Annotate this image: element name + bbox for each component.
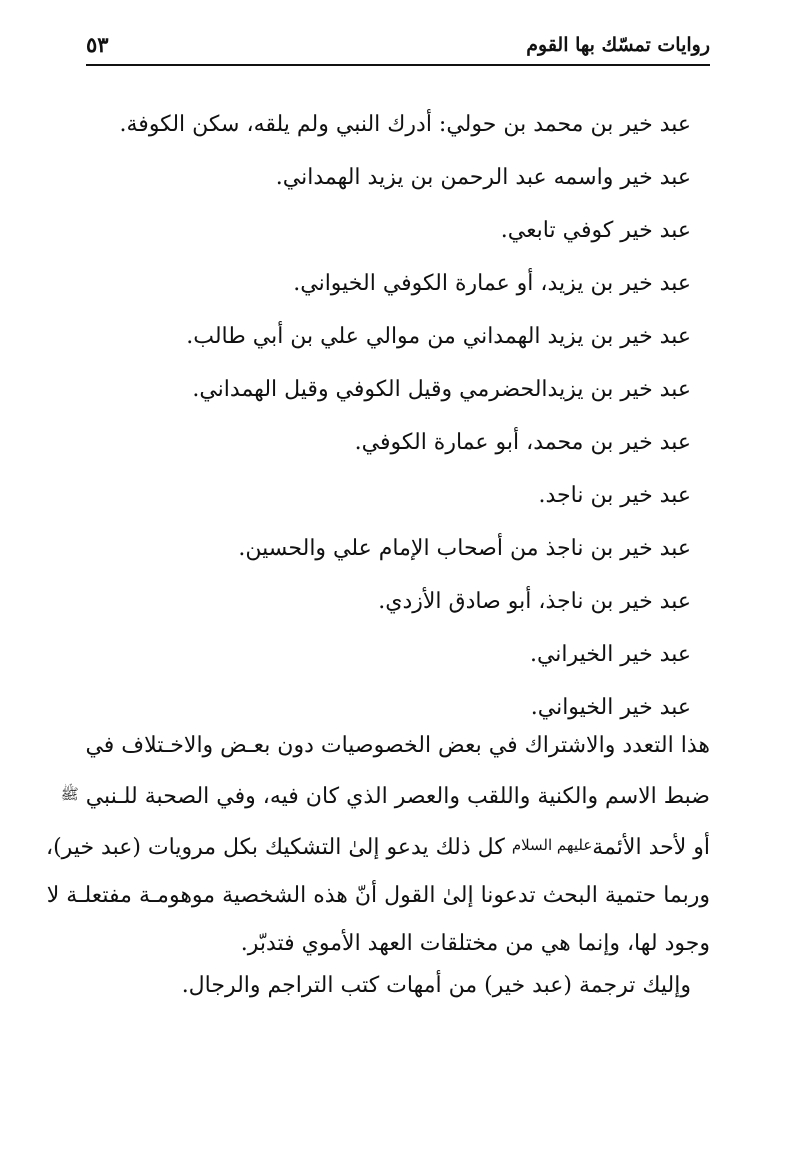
closing-line: وإليك ترجمة (عبد خير) من أمهات كتب التراجم والرجال. bbox=[181, 973, 691, 998]
narrator-list bbox=[119, 98, 691, 734]
paragraph-line: وربما حتمية البحث تدعونا إلىٰ القول أنّ هذه الشخصية موهومـة مفتعلـة لا bbox=[46, 883, 710, 908]
list-item: عبد خير بن ناجذ من أصحاب الإمام علي والحسين. bbox=[238, 536, 691, 561]
list-item: عبد خير واسمه عبد الرحمن بن يزيد الهمداني. bbox=[275, 165, 691, 190]
list-item: عبد خير بن محمد، أبو عمارة الكوفي. bbox=[354, 430, 691, 455]
list-item: عبد خير بن يزيد الهمداني من موالي علي بن أبي طالب. bbox=[186, 324, 691, 349]
paragraph-line bbox=[45, 821, 710, 872]
paragraph-text: أو لأحد الأئمة bbox=[592, 835, 710, 860]
paragraph-line: وجود لها، وإنما هي من مختلقات العهد الأموي فتدبّر. bbox=[240, 931, 710, 956]
page-header bbox=[86, 30, 710, 66]
closing-paragraph bbox=[91, 962, 691, 1010]
running-title: روايات تمسّك بها القوم bbox=[526, 34, 710, 56]
paragraph-text: ضبط الاسم والكنية واللقب والعصر الذي كان فيه، وفي الصحبة للـنبي bbox=[85, 784, 710, 809]
paragraph-text: كل ذلك يدعو إلىٰ التشكيك بكل مرويات (عبد خير)، bbox=[45, 835, 512, 860]
list-item: عبد خير الخيواني. bbox=[530, 695, 691, 720]
list-item: عبد خير بن ناجد. bbox=[538, 483, 691, 508]
list-item: عبد خير بن محمد بن حولي: أدرك النبي ولم يلقه، سكن الكوفة. bbox=[119, 112, 691, 137]
analysis-paragraph bbox=[45, 722, 710, 968]
paragraph-line: هذا التعدد والاشتراك في بعض الخصوصيات دون بعـض والاخـتلاف في bbox=[85, 733, 710, 758]
list-item: عبد خير كوفي تابعي. bbox=[500, 218, 691, 243]
paragraph-line bbox=[60, 770, 710, 821]
list-item: عبد خير بن يزيدالحضرمي وقيل الكوفي وقيل الهمداني. bbox=[192, 377, 691, 402]
honorific-imams: عليهم السلام bbox=[511, 836, 593, 854]
page-number: ٥٣ bbox=[86, 32, 109, 57]
list-item: عبد خير الخيراني. bbox=[529, 642, 691, 667]
list-item: عبد خير بن يزيد، أو عمارة الكوفي الخيواني. bbox=[293, 271, 691, 296]
honorific-prophet: ﷺ bbox=[60, 785, 79, 803]
list-item: عبد خير بن ناجذ، أبو صادق الأزدي. bbox=[378, 589, 691, 614]
